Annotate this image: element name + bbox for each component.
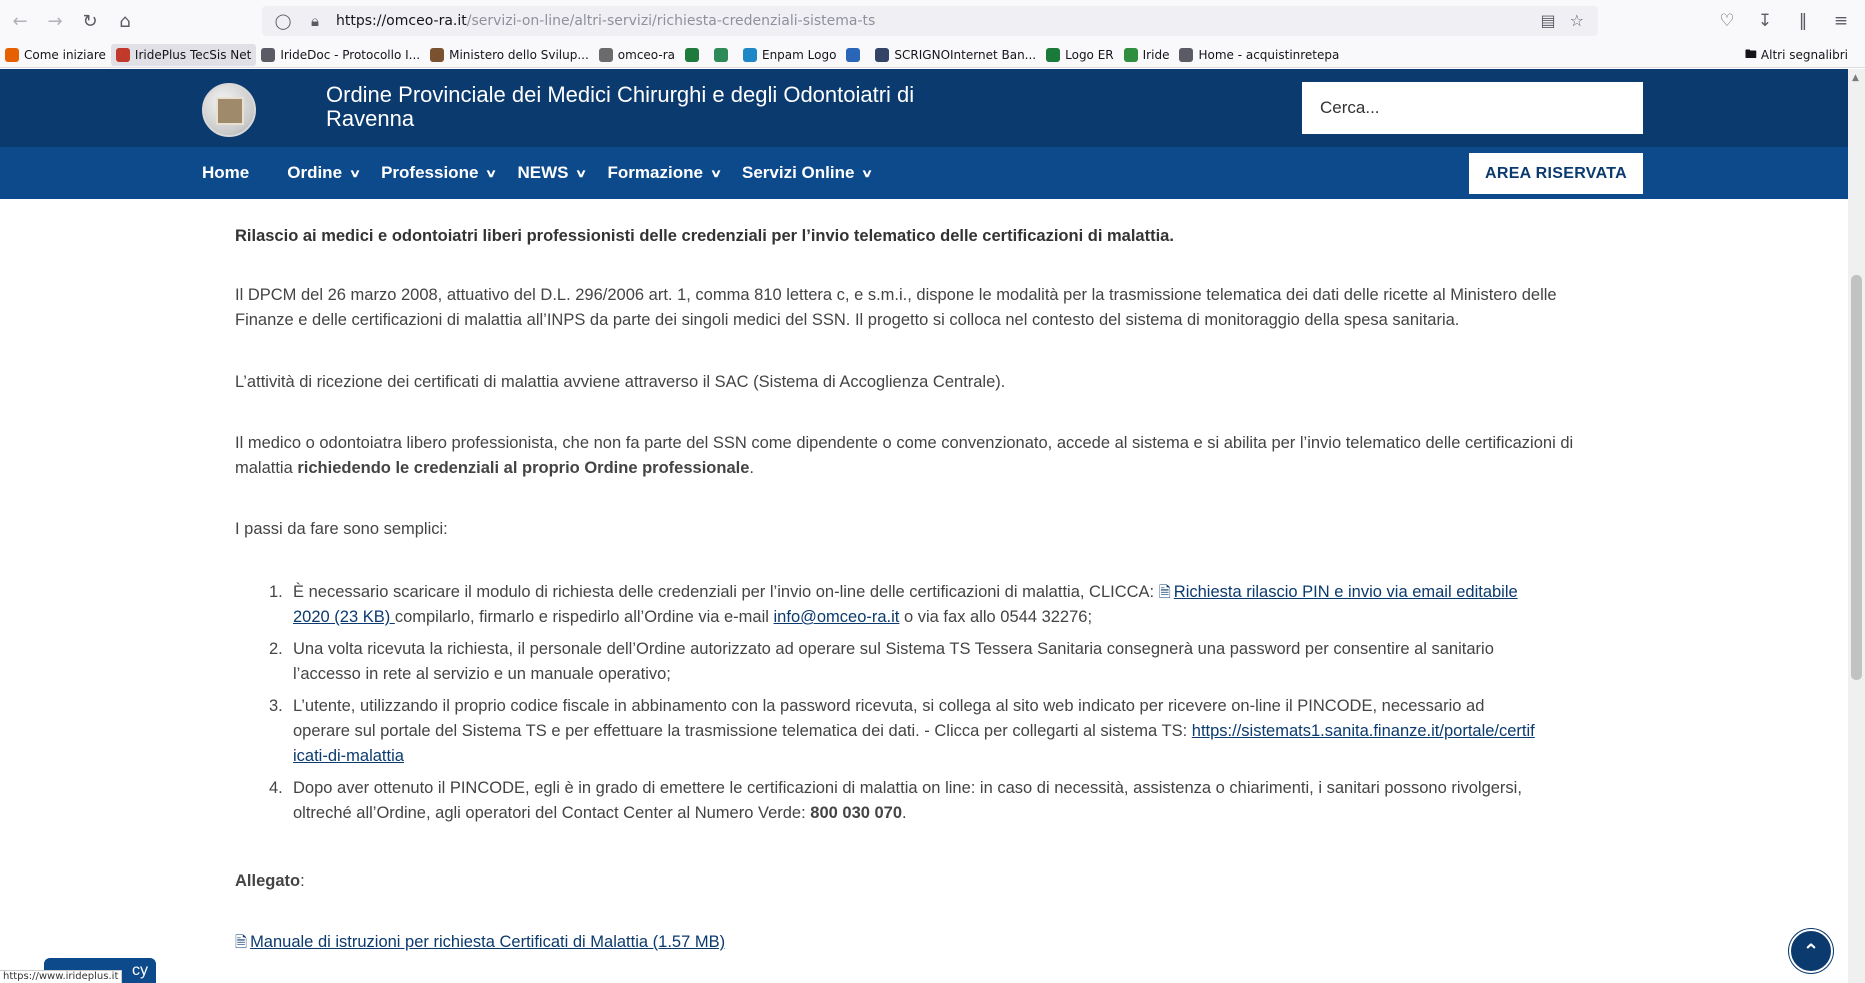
pdf-icon: 🗎︎ <box>1158 584 1171 601</box>
bookmark-label: SCRIGNOInternet Ban... <box>894 47 1037 62</box>
bookmark-item[interactable] <box>111 44 256 66</box>
bookmark-item[interactable] <box>425 44 594 66</box>
step1-text: È necessario scaricare il modulo di richiesta delle credenziali per l’invio on-line delle certificazioni di malattia, CLICCA: <box>293 583 1159 601</box>
step1-text-c: o via fax allo 0544 32276; <box>899 608 1093 626</box>
site-title[interactable]: Ordine Provinciale dei Medici Chirurghi e degli Odontoiatri di Ravenna <box>326 82 915 131</box>
allegato-label: Allegato <box>235 872 301 890</box>
downloads-icon[interactable]: ↧ <box>1757 11 1773 31</box>
bookmark-favicon-icon <box>846 48 860 62</box>
manual-paragraph <box>235 930 725 955</box>
step-number: 2. <box>269 640 283 658</box>
step4-text: Dopo aver ottenuto il PINCODE, egli è in grado di emettere le certificazioni di malattia on line: in caso di necessità, assistenza o chiarimenti, i sanitari possono rivolgersi, oltreché all’Ordine, agli operatori del Contact Center al Numero Verde: <box>293 779 1522 822</box>
sistema-ts-link[interactable]: https://sistemats1.sanita.finanze.it/portale/certificati-di-malattia <box>293 722 1535 765</box>
nav-item-label: Home <box>202 163 250 182</box>
bookmark-item[interactable] <box>870 44 1041 66</box>
chevron-down-icon: ∨ <box>349 167 362 180</box>
area-riservata-button[interactable]: AREA RISERVATA <box>1469 153 1643 194</box>
bookmark-item[interactable] <box>0 44 111 66</box>
site-header <box>0 69 1848 147</box>
scroll-up-icon[interactable]: ▲ <box>1852 73 1859 83</box>
bookmark-item[interactable] <box>680 44 709 66</box>
bookmark-label: IridePlus TecSis Net <box>134 47 252 62</box>
back-to-top-button[interactable] <box>1789 929 1833 973</box>
bookmark-item[interactable] <box>1041 44 1119 66</box>
paragraph-passi: I passi da fare sono semplici: <box>235 520 448 538</box>
nav-item-label: Servizi Online <box>742 163 855 182</box>
search-input[interactable] <box>1320 98 1620 118</box>
bookmark-label: omceo-ra <box>617 47 675 62</box>
bookmark-favicon-icon <box>261 48 275 62</box>
step4-end: . <box>902 804 907 822</box>
bookmark-favicon-icon <box>5 48 19 62</box>
nav-item-label: NEWS <box>517 163 569 182</box>
bookmark-item[interactable] <box>738 44 841 66</box>
bookmark-favicon-icon <box>743 48 757 62</box>
main-nav <box>0 147 1848 199</box>
nav-item-label: Ordine <box>287 163 343 182</box>
list-item <box>235 637 1535 687</box>
url-text[interactable] <box>336 13 875 29</box>
nav-item-professione[interactable] <box>381 163 498 183</box>
forward-icon[interactable]: → <box>47 10 63 32</box>
bookmark-label: Come iniziare <box>24 47 106 62</box>
manuale-link[interactable] <box>235 933 725 951</box>
pdf-icon: 🗎︎ <box>235 934 248 951</box>
allegato-colon: : <box>300 872 305 890</box>
allegato-heading <box>235 869 305 894</box>
list-item <box>235 580 1535 630</box>
ordine-logo[interactable] <box>202 83 256 137</box>
manuale-link-label: Manuale di istruzioni per richiesta Certificati di Malattia (1.57 MB) <box>250 933 726 951</box>
bookmark-item[interactable] <box>1174 44 1344 66</box>
bookmark-favicon-icon <box>714 48 728 62</box>
chevron-down-icon: ∨ <box>709 167 723 180</box>
bookmark-label: Logo ER <box>1065 47 1114 62</box>
paragraph-sac: L’attività di ricezione dei certificati di malattia avviene attraverso il SAC (Sistema di Accoglienza Centrale). <box>235 373 1006 391</box>
nav-item-ordine[interactable] <box>287 163 362 183</box>
bookmark-item[interactable] <box>1119 44 1175 66</box>
bookmark-item[interactable] <box>841 44 870 66</box>
bookmark-label: Ministero dello Svilup... <box>449 47 589 62</box>
bookmark-star-icon[interactable]: ☆ <box>1569 11 1584 30</box>
intro-text: Rilascio ai medici e odontoiatri liberi professionisti delle credenziali per l’invio telematico delle certificazioni di malattia. <box>235 227 1174 245</box>
other-bookmarks[interactable] <box>1740 44 1853 66</box>
url-path: /servizi-on-line/altri-servizi/richiesta-credenziali-sistema-ts <box>466 13 876 29</box>
step-number: 1. <box>269 583 283 601</box>
email-link[interactable]: info@omceo-ra.it <box>773 608 900 626</box>
chevron-down-icon: ∨ <box>575 167 588 180</box>
reader-view-icon[interactable]: ▤ <box>1540 11 1556 30</box>
p3-bold: richiedendo le credenziali al proprio Ordine professionale <box>297 459 750 477</box>
list-item <box>235 694 1535 769</box>
list-item <box>235 776 1535 826</box>
numero-verde: 800 030 070 <box>810 804 903 822</box>
url-host: https://omceo-ra.it <box>336 13 467 29</box>
nav-item-servizi-online[interactable] <box>742 163 872 183</box>
home-icon[interactable]: ⌂ <box>119 10 131 32</box>
step-number: 4. <box>269 779 283 797</box>
chevron-up-icon: ⌃ <box>1802 939 1820 963</box>
step3-text: L’utente, utilizzando il proprio codice fiscale in abbinamento con la password ricevuta, si collega al sito web indicato per ricevere on-line il PINCODE, necessario ad operare sul portale del Sistema TS e per effettuare la trasmissione telematica dei dati. - Clicca per collegarti al sistema TS: <box>293 697 1485 740</box>
steps-list <box>235 580 1535 833</box>
shield-icon[interactable]: ◯ <box>274 12 292 30</box>
nav-item-label: Professione <box>381 163 479 182</box>
reload-icon[interactable]: ↻ <box>82 10 98 32</box>
bookmark-favicon-icon <box>1124 48 1138 62</box>
status-url: https://www.irideplus.it <box>0 970 122 983</box>
step1-text-b: compilarlo, firmarlo e rispedirlo all’Ordine via e-mail <box>394 608 774 626</box>
paragraph-dpcm: Il DPCM del 26 marzo 2008, attuativo del D.L. 296/2006 art. 1, comma 810 lettera c, e s.m.i., dispone le modalità per la trasmissione telematica dei dati delle ricette al Ministero delle Finanze e delle certificazioni di malattia all’INPS da parte dei singoli medici del SSN. Il progetto si colloca nel contesto del sistema di monitoraggio della spesa sanitaria. <box>235 286 1557 329</box>
bookmark-favicon-icon <box>1179 48 1193 62</box>
menu-icon[interactable]: ≡ <box>1833 11 1849 31</box>
bookmark-item[interactable] <box>709 44 738 66</box>
chevron-down-icon: ∨ <box>861 167 874 180</box>
step-number: 3. <box>269 697 283 715</box>
bookmark-favicon-icon <box>1046 48 1060 62</box>
scrollbar-thumb[interactable] <box>1851 275 1862 680</box>
nav-item-home[interactable] <box>202 163 249 183</box>
bookmarks-bar <box>0 42 1865 68</box>
back-icon[interactable]: ← <box>12 10 28 32</box>
nav-item-label: Formazione <box>607 163 703 182</box>
bookmark-favicon-icon <box>430 48 444 62</box>
cookie-policy-button[interactable]: cy <box>44 958 156 983</box>
bookmark-favicon-icon <box>875 48 889 62</box>
folder-icon: 🖿︎ <box>1744 46 1757 61</box>
lock-icon[interactable]: 🔒︎ <box>311 12 319 30</box>
bookmark-label: Home - acquistinretepa <box>1198 47 1340 62</box>
other-bookmarks-label: Altri segnalibri <box>1760 48 1848 62</box>
p3-end: . <box>749 459 754 477</box>
bookmark-item[interactable] <box>594 44 680 66</box>
address-bar[interactable] <box>262 6 1598 36</box>
nav-item-news[interactable] <box>517 163 588 183</box>
bookmark-favicon-icon <box>599 48 613 62</box>
bookmark-item[interactable] <box>256 44 425 66</box>
bookmark-label: Iride <box>1142 47 1170 62</box>
page-scrollbar[interactable] <box>1848 69 1865 983</box>
step2-text: Una volta ricevuta la richiesta, il personale dell’Ordine autorizzato ad operare sul Sistema TS Tessera Sanitaria consegnerà una password per consentire al sanitario l’accesso in rete al servizio e un manuale operativo; <box>293 640 1494 683</box>
nav-item-formazione[interactable] <box>607 163 723 183</box>
library-icon[interactable]: ‖ <box>1798 11 1808 31</box>
bookmark-favicon-icon <box>685 48 699 62</box>
paragraph-libero-professionista <box>235 431 1615 481</box>
bookmark-label: Enpam Logo <box>761 47 837 62</box>
chevron-down-icon: ∨ <box>485 167 498 180</box>
nav-items <box>202 147 894 199</box>
richiesta-pin-link-label: Richiesta rilascio PIN e invio via email editabile 2020 (23 KB) <box>293 583 1518 626</box>
pocket-icon[interactable]: ♡ <box>1719 11 1735 31</box>
p3-text: Il medico o odontoiatra libero professionista, che non fa parte del SSN come dipendente o come convenzionato, accede al sistema e si abilita per l’invio telematico delle certificazioni di malattia <box>235 434 1574 477</box>
browser-toolbar <box>0 0 1865 42</box>
bookmark-favicon-icon <box>116 48 130 62</box>
bookmark-label: IrideDoc - Protocollo I... <box>280 47 421 62</box>
search-box[interactable] <box>1302 82 1643 134</box>
